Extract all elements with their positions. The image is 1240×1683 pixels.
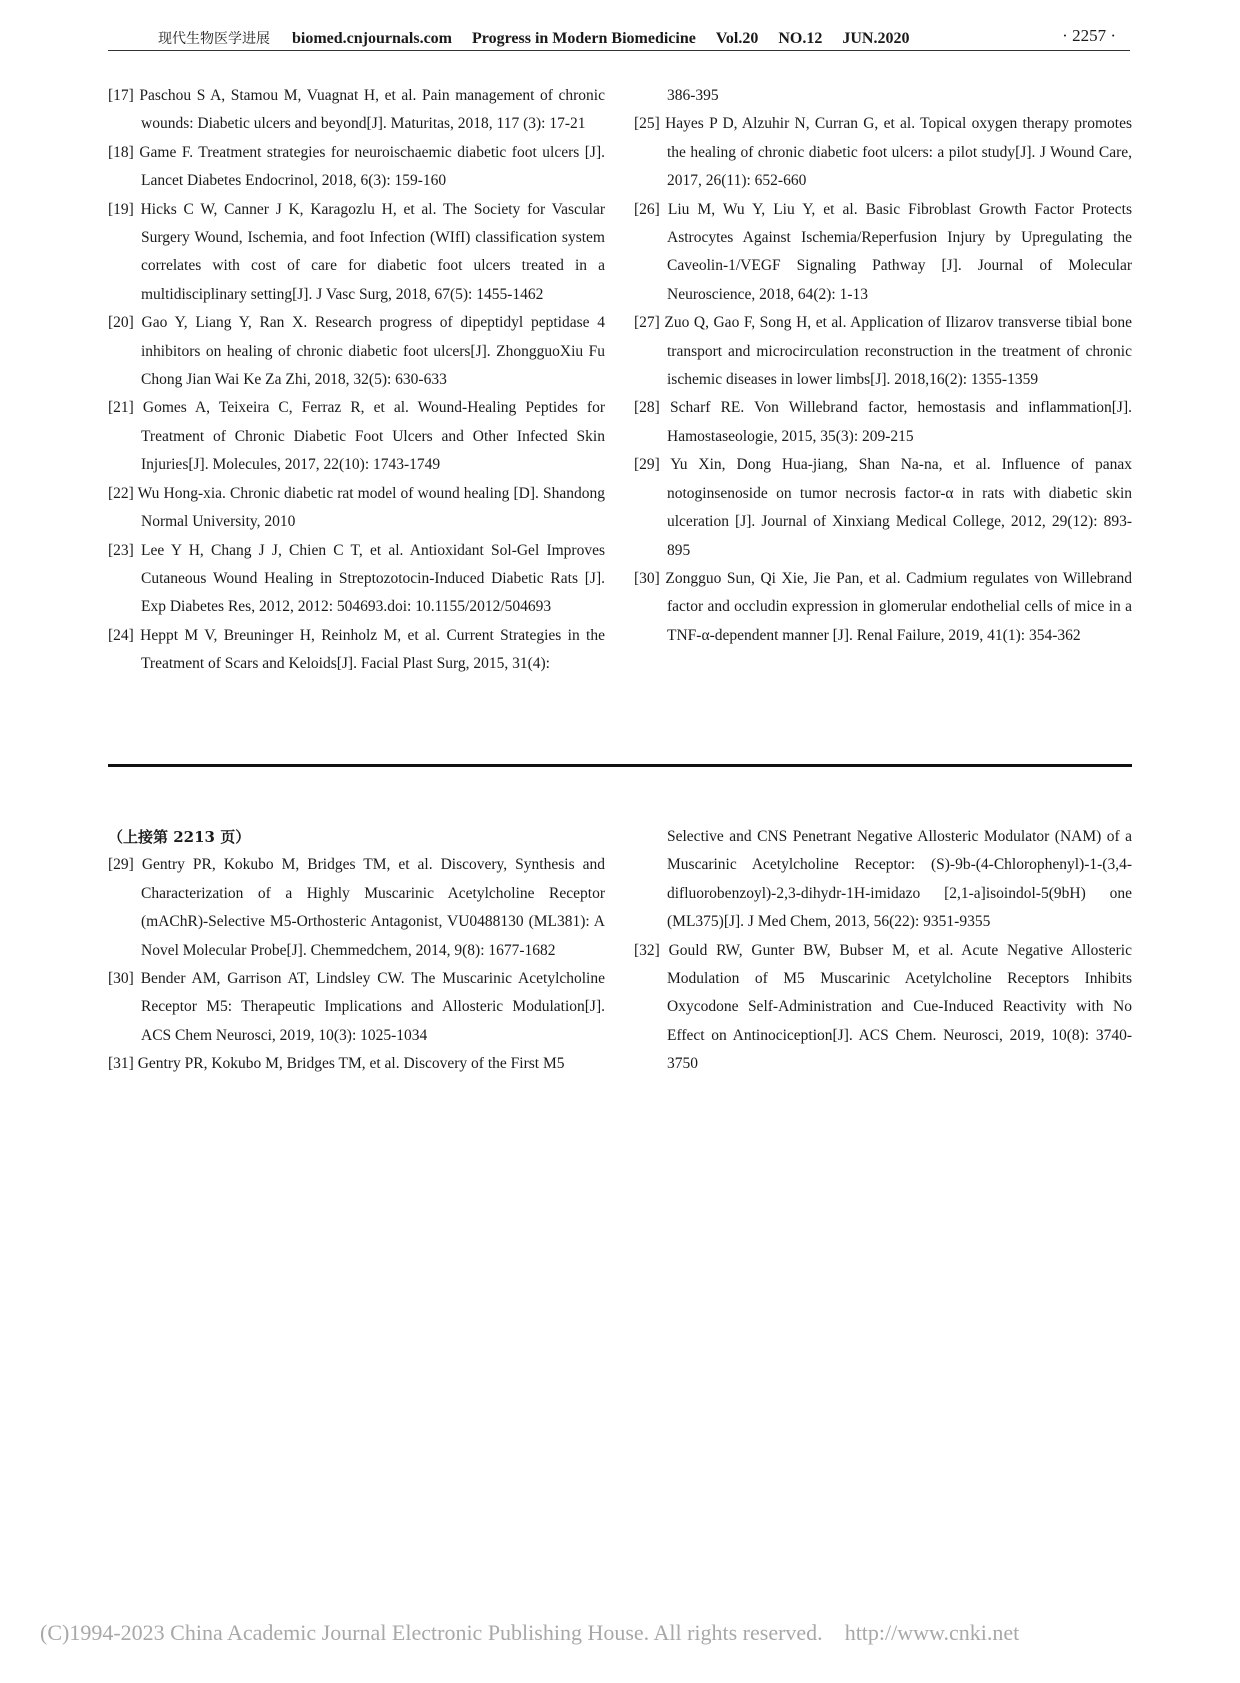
reference-item: [19] Hicks C W, Canner J K, Karagozlu H, et al. The Society for Vascular Surgery Wound, Ischemia, and foot Infection (WIfI) classification system correlates with cost of care for diabetic foot ulcers treated in a multidisciplinary setting[J]. J Vasc Surg, 2018, 67(5): 1455-1462 [108,200,605,303]
reference-item: [31] Gentry PR, Kokubo M, Bridges TM, et al. Discovery of the First M5 [108,1055,565,1073]
page-number: · 2257 · [1062,26,1116,45]
journal-volume: Vol.20 [715,30,759,47]
references-bottom-left-column [108,823,605,1079]
reference-item: [24] Heppt M V, Breuninger H, Reinholz M, et al. Current Strategies in the Treatment of Scars and Keloids[J]. Facial Plast Surg, 2015, 31(4): [108,626,605,673]
reference-item: [17] Paschou S A, Stamou M, Vuagnat H, et al. Pain management of chronic wounds: Diabetic ulcers and beyond[J]. Maturitas, 2018, 117 (3): 17-21 [108,87,605,133]
footer-copyright: (C)1994-2023 China Academic Journal Electronic Publishing House. All rights reserved. [40,1620,823,1645]
reference-item: [27] Zuo Q, Gao F, Song H, et al. Application of Ilizarov transverse tibial bone transport and microcirculation reconstruction in the treatment of chronic ischemic diseases in lower limbs[J]. 2018,16(2): 1355-1359 [634,314,1132,389]
reference-continuation: 386-395 [667,87,719,104]
references-top-left-column [108,82,605,679]
reference-continuation: Selective and CNS Penetrant Negative Allosteric Modulator (NAM) of a Muscarinic Acetylcholine Receptor: (S)-9b-(4-Chlorophenyl)-1-(3,4- difluorobenzoyl)-2,3-dihydr-1H-imidazo [2,1-a]isoindol-5(9bH) one (ML375)[J]. J Med Chem, 2013, 56(22): 9351-9355 [667,828,1132,931]
journal-name-cn: 现代生物医学进展 [158,31,270,47]
running-header [108,22,1130,51]
reference-item: [29] Gentry PR, Kokubo M, Bridges TM, et al. Discovery, Synthesis and Characterization of a Highly Muscarinic Acetylcholine Receptor (mAChR)-Selective M5-Orthosteric Antagonist, VU0488130 (ML381): A Novel Molecular Probe[J]. Chemmedchem, 2014, 9(8): 1677-1682 [108,856,605,959]
reference-item: [32] Gould RW, Gunter BW, Bubser M, et al. Acute Negative Allosteric Modulation of M5 Muscarinic Acetylcholine Receptors Inhibits Oxycodone Self-Administration and Cue-Induced Reactivity with No Effect on Antinociception[J]. ACS Chem. Neurosci, 2019, 10(8): 3740-3750 [634,941,1132,1073]
references-bottom-right-column [634,823,1132,1079]
journal-name-en: Progress in Modern Biomedicine [472,30,696,47]
section-divider [108,764,1132,767]
reference-item: [21] Gomes A, Teixeira C, Ferraz R, et al. Wound-Healing Peptides for Treatment of Chronic Diabetic Foot Ulcers and Other Infected Skin Injuries[J]. Molecules, 2017, 22(10): 1743-1749 [108,399,605,474]
references-top-right-column [634,82,1132,650]
journal-date: JUN.2020 [842,30,910,47]
header-journal-info [158,28,909,48]
reference-item: [30] Zongguo Sun, Qi Xie, Jie Pan, et al. Cadmium regulates von Willebrand factor and occludin expression in glomerular endothelial cells of mice in a TNF-α-dependent manner [J]. Renal Failure, 2019, 41(1): 354-362 [634,569,1132,644]
journal-site: biomed.cnjournals.com [292,30,452,47]
cnki-footer [40,1620,1019,1646]
reference-item: [20] Gao Y, Liang Y, Ran X. Research progress of dipeptidyl peptidase 4 inhibitors on healing of chronic diabetic foot ulcers[J]. ZhongguoXiu Fu Chong Jian Wai Ke Za Zhi, 2018, 32(5): 630-633 [108,314,605,389]
reference-item: [22] Wu Hong-xia. Chronic diabetic rat model of wound healing [D]. Shandong Normal University, 2010 [108,484,605,531]
reference-item: [23] Lee Y H, Chang J J, Chien C T, et al. Antioxidant Sol-Gel Improves Cutaneous Wound Healing in Streptozotocin-Induced Diabetic Rats [J]. Exp Diabetes Res, 2012, 2012: 504693.doi: 10.1155/2012/504693 [108,541,605,616]
reference-item: [26] Liu M, Wu Y, Liu Y, et al. Basic Fibroblast Growth Factor Protects Astrocytes Against Ischemia/Reperfusion Injury by Upregulating the Caveolin-1/VEGF Signaling Pathway [J]. Journal of Molecular Neuroscience, 2018, 64(2): 1-13 [634,200,1132,303]
journal-number: NO.12 [778,30,823,47]
reference-item: [29] Yu Xin, Dong Hua-jiang, Shan Na-na, et al. Influence of panax notoginsenoside on tumor necrosis factor-α in rats with diabetic skin ulceration [J]. Journal of Xinxiang Medical College, 2012, 29(12): 893-895 [634,456,1132,559]
reference-item: [30] Bender AM, Garrison AT, Lindsley CW. The Muscarinic Acetylcholine Receptor M5: Therapeutic Implications and Allosteric Modulation[J]. ACS Chem Neurosci, 2019, 10(3): 1025-1034 [108,970,605,1044]
footer-url: http://www.cnki.net [844,1620,1020,1645]
reference-item: [25] Hayes P D, Alzuhir N, Curran G, et al. Topical oxygen therapy promotes the healing of chronic diabetic foot ulcers: a pilot study[J]. J Wound Care, 2017, 26(11): 652-660 [634,115,1132,190]
reference-item: [28] Scharf RE. Von Willebrand factor, hemostasis and inflammation[J]. Hamostaseologie, 2015, 35(3): 209-215 [634,399,1132,445]
continued-from-note: （上接第 2213 页） [108,828,251,846]
reference-item: [18] Game F. Treatment strategies for neuroischaemic diabetic foot ulcers [J]. Lancet Diabetes Endocrinol, 2018, 6(3): 159-160 [108,143,605,190]
